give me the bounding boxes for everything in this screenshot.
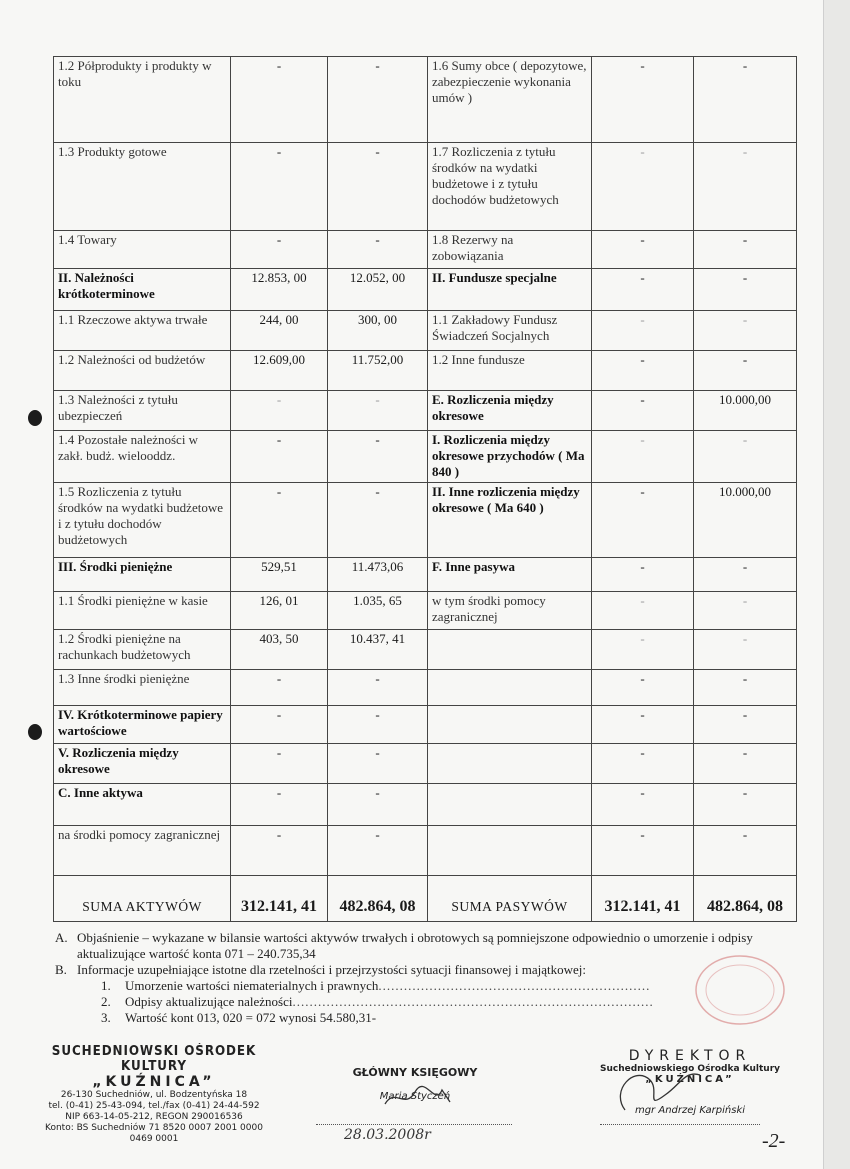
table-row [54,744,797,784]
liability-label: 1.8 Rezerwy na zobowiązania [428,231,592,269]
liability-value-start: - [592,231,694,269]
asset-label: V. Rozliczenia między okresowe [54,744,231,784]
asset-value-end: - [328,143,428,231]
punch-hole [28,724,42,740]
liability-label: 1.7 Rozliczenia z tytułu środków na wydatki budżetowe i z tytułu dochodów budżetowych [428,143,592,231]
liability-value-start: - [592,391,694,431]
liability-value-start: - [592,592,694,630]
asset-value-end: - [328,744,428,784]
asset-value-start: 403, 50 [231,630,328,670]
asset-value-start: - [231,784,328,826]
asset-value-end: - [328,231,428,269]
liability-label [428,744,592,784]
total-assets-end: 482.864, 08 [328,876,428,922]
asset-value-start: - [231,231,328,269]
liability-label: w tym środki pomocy zagranicznej [428,592,592,630]
liability-label: II. Fundusze specjalne [428,269,592,311]
asset-value-start: - [231,483,328,558]
table-row [54,558,797,592]
notes [55,930,795,1026]
asset-value-start: - [231,57,328,143]
asset-label: III. Środki pieniężne [54,558,231,592]
asset-value-start: - [231,744,328,784]
asset-value-end: - [328,57,428,143]
asset-value-end: - [328,391,428,431]
asset-value-end: - [328,784,428,826]
liability-label [428,784,592,826]
asset-label: na środki pomocy zagranicznej [54,826,231,876]
liability-value-start: - [592,57,694,143]
asset-label: 1.3 Produkty gotowe [54,143,231,231]
asset-label: C. Inne aktywa [54,784,231,826]
liability-value-start: - [592,784,694,826]
note-item: 3. Wartość kont 013, 020 = 072 wynosi 54.580,31- [101,1010,377,1025]
asset-label: 1.2 Środki pieniężne na rachunkach budżetowych [54,630,231,670]
red-stamp-icon [690,950,785,1030]
note-a: A. Objaśnienie – wykazane w bilansie wartości aktywów trwałych i obrotowych są pomniejszone odpowiednio o umorzenie i odpisy aktualizujące wartość konta 071 – 240.735,34 [55,930,795,962]
asset-label: II. Należności krótkoterminowe [54,269,231,311]
liability-value-end: - [694,784,797,826]
asset-value-end: - [328,431,428,483]
liability-label: E. Rozliczenia między okresowe [428,391,592,431]
page-edge [823,0,850,1169]
table-row [54,57,797,143]
liability-value-start: - [592,670,694,706]
liability-label: 1.6 Sumy obce ( depozytowe, zabezpieczenie wykonania umów ) [428,57,592,143]
total-liabilities-label: SUMA PASYWÓW [428,876,592,922]
asset-label: 1.5 Rozliczenia z tytułu środków na wydatki budżetowe i z tytułu dochodów budżetowych [54,483,231,558]
asset-value-start: - [231,391,328,431]
liability-value-start: - [592,558,694,592]
liability-label: I. Rozliczenia między okresowe przychodów ( Ma 840 ) [428,431,592,483]
asset-value-start: 529,51 [231,558,328,592]
punch-hole [28,410,42,426]
institution-stamp: SUCHEDNIOWSKI OŚRODEK KULTURY „KUŹNICA” 26-130 Suchedniów, ul. Bodzentyńska 18 tel. (0-41) 25-43-094, tel./fax (0-41) 24-44-592 NIP 663-14-05-212, REGON 290016536 Konto: BS Suchedniów 71 8520 0007 2001 0000 0469 0001 [45,1044,263,1144]
liability-value-end: - [694,351,797,391]
total-assets-start: 312.141, 41 [231,876,328,922]
handwritten-date: 28.03.2008r [344,1127,431,1143]
liability-value-end: - [694,311,797,351]
liability-label [428,630,592,670]
asset-value-end: - [328,483,428,558]
table-row [54,630,797,670]
liability-value-start: - [592,143,694,231]
table-row [54,269,797,311]
dotted-line [316,1124,512,1125]
liability-value-end: - [694,558,797,592]
total-assets-label: SUMA AKTYWÓW [54,876,231,922]
asset-value-start: - [231,826,328,876]
asset-value-start: 12.609,00 [231,351,328,391]
asset-label: 1.1 Rzeczowe aktywa trwałe [54,311,231,351]
asset-value-end: 1.035, 65 [328,592,428,630]
liability-value-start: - [592,630,694,670]
asset-value-start: - [231,431,328,483]
liability-value-end: - [694,670,797,706]
table-row [54,351,797,391]
table-body [54,57,797,922]
director-signature-icon [605,1060,715,1120]
liability-value-end: - [694,431,797,483]
page-number: -2- [762,1130,786,1152]
liability-value-start: - [592,744,694,784]
asset-label: 1.4 Pozostałe należności w zakł. budż. wielooddz. [54,431,231,483]
asset-value-start: 244, 00 [231,311,328,351]
table-row [54,826,797,876]
liability-value-end: - [694,826,797,876]
sum-row [54,876,797,922]
asset-value-end: - [328,826,428,876]
director-stamp: DYREKTOR Suchedniowskiego Ośrodka Kultury „KUŹNICA” mgr Andrzej Karpiński [599,1048,781,1116]
asset-value-end: 11.752,00 [328,351,428,391]
accountant-signature-icon [380,1082,470,1112]
liability-label: F. Inne pasywa [428,558,592,592]
liability-label [428,670,592,706]
liability-value-start: - [592,351,694,391]
asset-value-end: 10.437, 41 [328,630,428,670]
table-row [54,784,797,826]
liability-value-start: - [592,826,694,876]
liability-value-end: - [694,143,797,231]
asset-value-end: 11.473,06 [328,558,428,592]
total-liabilities-end: 482.864, 08 [694,876,797,922]
liability-value-end: - [694,269,797,311]
balance-sheet-table [53,56,797,922]
table-row [54,391,797,431]
note-a-text: Objaśnienie – wykazane w bilansie wartości aktywów trwałych i obrotowych są pomniejszone odpowiednio o umorzenie i odpisy aktualizujące wartość konta 071 – 240.735,34 [77,930,753,961]
asset-label: 1.3 Należności z tytułu ubezpieczeń [54,391,231,431]
asset-value-start: - [231,143,328,231]
table-row [54,143,797,231]
asset-value-end: 12.052, 00 [328,269,428,311]
liability-value-end: - [694,57,797,143]
liability-label: 1.1 Zakładowy Fundusz Świadczeń Socjalnych [428,311,592,351]
asset-value-end: - [328,670,428,706]
table-row [54,231,797,269]
note-b-text: Informacje uzupełniające istotne dla rzetelności i przejrzystości sytuacji finansowej i majątkowej: [77,962,586,977]
liability-value-start: - [592,269,694,311]
liability-value-end: 10.000,00 [694,483,797,558]
dotted-line [600,1124,760,1125]
asset-value-start: 126, 01 [231,592,328,630]
liability-value-end: - [694,744,797,784]
asset-label: IV. Krótkoterminowe papiery wartościowe [54,706,231,744]
asset-value-end: 300, 00 [328,311,428,351]
liability-value-start: - [592,431,694,483]
liability-value-end: - [694,592,797,630]
liability-value-start: - [592,706,694,744]
table-row [54,311,797,351]
liability-value-start: - [592,483,694,558]
liability-label [428,706,592,744]
asset-value-start: 12.853, 00 [231,269,328,311]
table-row [54,592,797,630]
note-item: 1. Umorzenie wartości niematerialnych i prawnych ................................................................ [101,978,651,993]
note-item: 2. Odpisy aktualizujące należności ..................................................................................... [101,994,654,1009]
asset-label: 1.1 Środki pieniężne w kasie [54,592,231,630]
liability-value-end: - [694,231,797,269]
table-row [54,706,797,744]
liability-value-start: - [592,311,694,351]
table-row [54,483,797,558]
liability-value-end: - [694,630,797,670]
asset-label: 1.2 Należności od budżetów [54,351,231,391]
table-row [54,431,797,483]
liability-value-end: 10.000,00 [694,391,797,431]
table-row [54,670,797,706]
liability-label [428,826,592,876]
note-b: B. Informacje uzupełniające istotne dla rzetelności i przejrzystości sytuacji finansowej i majątkowej: [55,962,795,978]
asset-label: 1.2 Półprodukty i produkty w toku [54,57,231,143]
asset-value-start: - [231,706,328,744]
asset-label: 1.3 Inne środki pieniężne [54,670,231,706]
liability-label: 1.2 Inne fundusze [428,351,592,391]
asset-value-end: - [328,706,428,744]
asset-label: 1.4 Towary [54,231,231,269]
chief-accountant-stamp: GŁÓWNY KSIĘGOWY Maria Styczeń [352,1066,478,1102]
asset-value-start: - [231,670,328,706]
liability-value-end: - [694,706,797,744]
liability-label: II. Inne rozliczenia między okresowe ( Ma 640 ) [428,483,592,558]
total-liabilities-start: 312.141, 41 [592,876,694,922]
